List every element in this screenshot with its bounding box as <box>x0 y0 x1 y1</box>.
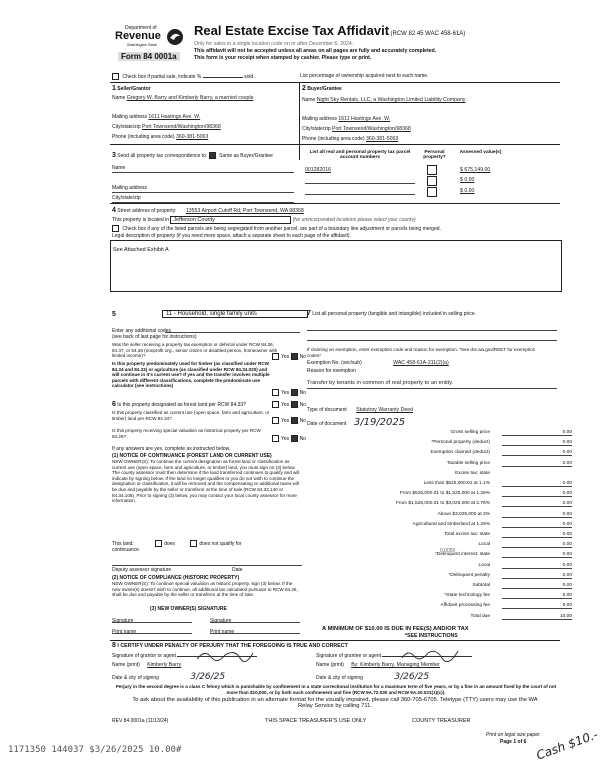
tax-row <box>310 489 580 499</box>
see-instructions: *SEE INSTRUCTIONS <box>405 633 458 639</box>
county-select[interactable]: Jefferson County <box>170 216 291 224</box>
subtitle-3: This form is your receipt when stamped by cashier. Please type or print. <box>194 55 372 61</box>
grantor-date[interactable]: 3/26/25 <box>190 672 226 682</box>
doc-date-row: Date of document 3/19/2025 <box>307 417 406 428</box>
land-qualify-row: This land: does does not qualify for <box>112 540 242 547</box>
exemption-question: Was the seller receiving a property tax exemption or deferral under RCW 84.36, 84.37, or 84.38 (nonprofit org., senior citizen or disabled person, homeowner with limited income)? <box>112 342 278 359</box>
county-treasurer: COUNTY TREASURER <box>412 718 471 724</box>
dept-line1: Department of <box>125 25 157 31</box>
q2-yes-checkbox[interactable] <box>272 389 279 396</box>
parcel-number[interactable]: 001282016 <box>305 167 331 173</box>
grantee-name[interactable]: By: Kimberly Barry, Managing Member <box>351 662 440 668</box>
tax-row-value[interactable]: 0.00 <box>502 563 572 569</box>
segregated-checkbox[interactable] <box>112 225 119 232</box>
q6c-yes-no: Yes No <box>272 435 306 442</box>
recording-stamp: 1171350 144037 $3/26/2025 10.00# <box>8 745 182 755</box>
dept-line3: Washington State <box>127 43 157 47</box>
exemption-no-row: Exemption No. (sec/sub) WAC 458-61A-211(2)(a) <box>307 360 449 366</box>
seller-phone-row: Phone (including area code) 360-381-5063 <box>112 134 209 140</box>
q2-yes-no: Yes No <box>272 389 306 396</box>
tax-row-label: From $1,525,000.01 to $3,025,000 at 2.75% <box>395 501 490 507</box>
seller-name[interactable]: Gregory W. Barry and Kimberly Barry, a married couple <box>126 95 254 101</box>
buyer-mail[interactable]: 1611 Hastings Ave. W. <box>338 116 391 122</box>
timber-question: Is this property predominately used for timber (as classified under RCW 84.34 and 84.33) or agriculture (as classified under RCW 84.34.020) and will continue in it's current use? If yes and the transfer involves multiple parcels with different classifications, complete the predominate use calculator (see instructions) <box>112 361 270 389</box>
s3-name-field[interactable]: Name <box>112 165 294 173</box>
grantor-name-row: Name (print) Kimberly Barry <box>112 662 182 668</box>
does-not-checkbox[interactable] <box>190 540 197 547</box>
subtitle-2: This affidavit will not be accepted unless all areas on all pages are fully and accurately completed. <box>194 48 437 54</box>
tax-row <box>310 571 580 581</box>
tax-row-value[interactable]: 5.00 <box>502 593 572 599</box>
minimum-notice: A MINIMUM OF $10.00 IS DUE IN FEE(S) AND/OR TAX <box>322 626 469 632</box>
tax-row-label: Exemption claimed (deduct) <box>430 450 490 456</box>
seller-phone[interactable]: 360-381-5063 <box>175 134 209 140</box>
tax-row <box>310 510 580 520</box>
print-name-label-1: Print name <box>112 629 137 635</box>
doc-type-row: Type of document Statutory Warranty Deed <box>307 407 414 413</box>
notice3-heading: (3) NEW OWNER(S) SIGNATURE <box>150 606 227 612</box>
tax-row-label: Subtotal <box>472 583 490 588</box>
seller-city[interactable]: Port Townsend/Washington/98368 <box>142 124 221 130</box>
tax-row <box>310 479 580 489</box>
notice2-body: NEW OWNER(S): To continue special valuation as historic property, sign (3) below. If the new owner(s) doesn't wish to continue, all additional tax calculated pursuant to RCW 84.26, shall be due and payable by the seller or transferor at the time of sale. <box>112 581 298 598</box>
seller-mail[interactable]: 1611 Hastings Ave. W. <box>148 114 201 120</box>
county-row: This property is located in Jefferson County (for unincorporated locations please select your county) <box>112 217 416 223</box>
notice1-heading: (1) NOTICE OF CONTINUANCE (FOREST LAND OR CURRENT USE) <box>112 453 272 459</box>
local-rate: 0.0050 <box>440 548 456 554</box>
buyer-name-row: Name Night Sky Rentals, LLC, a Washington Limited Liability Company <box>302 97 466 103</box>
page-number: Page 1 of 6 <box>500 739 527 745</box>
legal-description-box[interactable] <box>110 240 562 292</box>
alt-format-notice: To ask about the availability of this publication in an alternate format for the visually impaired, please call 360-705-6705. Teletype (TTY) users may use the WA Relay Service by calling 711. <box>132 697 538 709</box>
see-back-label: (see back of last page for instructions) <box>112 334 197 340</box>
assessed-value-1[interactable]: $ 675,149.00 <box>460 167 491 173</box>
s3-mail-field[interactable]: Mailing address <box>112 185 294 193</box>
street-address[interactable]: 13553 Airport Cutoff Rd, Port Townsend, WA 98368 <box>185 208 304 214</box>
continuance-label: continuance. <box>112 547 141 553</box>
tax-row-value[interactable]: 0.00 <box>502 512 572 518</box>
tax-row-label: *Delinquent interest: state <box>435 552 490 558</box>
land-use-code[interactable]: 11 - Household, single family units <box>162 310 308 318</box>
buyer-mail-row: Mailing address 1611 Hastings Ave. W. <box>302 116 391 122</box>
exemption-no[interactable]: WAC 458-61A-211(2)(a) <box>393 360 449 366</box>
grantor-name[interactable]: Kimberly Barry <box>147 662 182 668</box>
forest-question: 6 Is this property designated as forest land per RCW 84.33? <box>112 401 246 408</box>
sold-label: sold. <box>244 73 255 80</box>
tax-row-label: Affidavit processing fee <box>440 603 490 609</box>
list-pct-note: List percentage of ownership acquired next to each name. <box>300 73 429 79</box>
rcw-text: (RCW 82.45 WAC 458-61A) <box>390 31 466 37</box>
if-any-yes: If any answers are yes, complete as instructed below. <box>112 446 231 452</box>
assessed-value-2[interactable]: $ 0.00 <box>460 177 475 183</box>
parcel-col-header: List all real and personal property tax parcel account numbers <box>309 150 411 160</box>
q6b-yes-no: Yes No <box>272 417 306 424</box>
treasurer-only: THIS SPACE TREASURER'S USE ONLY <box>265 718 367 724</box>
tax-row-value[interactable]: 0.00 <box>502 461 572 467</box>
grantee-date-row: Date & city of signing 3/26/25 <box>316 672 430 682</box>
tax-row <box>310 469 580 479</box>
q6c-no-checkbox[interactable] <box>291 435 298 442</box>
tax-row <box>310 591 580 601</box>
tax-row-label: From $525,000.01 to $1,525,000 at 1.28% <box>399 491 490 497</box>
grantee-sig-row: Signature of grantee or agent <box>316 653 556 659</box>
tax-row <box>310 520 580 530</box>
tax-row <box>310 561 580 571</box>
seller-mail-row: Mailing address 1611 Hastings Ave. W. <box>112 114 201 120</box>
tax-row-label: Gross selling price <box>450 430 490 435</box>
segregated-row: Check box if any of the listed parcels are being segregated from another parcel, are part of a boundary line adjustment or parcels being merged. <box>112 225 562 232</box>
certify-statement: 8 I CERTIFY UNDER PENALTY OF PERJURY THAT THE FOREGOING IS TRUE AND CORRECT <box>112 642 348 649</box>
partial-sale-row <box>112 73 255 80</box>
section3-correspondence: 3 Send all property tax correspondence to: Same as Buyer/Grantee <box>112 152 273 159</box>
tax-row-label: Local <box>478 542 490 548</box>
q1-yes-checkbox[interactable] <box>272 353 279 360</box>
tax-row-value[interactable]: 0.00 <box>502 440 572 446</box>
current-use-question: Is this property classified as current use (open space, farm and agriculture, or timber) land per RCW 84.34? <box>112 410 270 421</box>
does-checkbox[interactable] <box>155 540 162 547</box>
same-as-buyer-checkbox[interactable] <box>209 152 216 159</box>
cash-note: Cash $10.- <box>534 727 600 763</box>
tax-row-value[interactable]: 0.00 <box>502 532 572 538</box>
exemption-claim-label: If claiming an exemption, enter exemption code and reason for exemption. *See dor.wa.gov/REET for exemption codes* <box>307 347 536 358</box>
seller-city-row: City/state/zip Port Townsend/Washington/98368 <box>112 124 221 130</box>
q6b-yes-checkbox[interactable] <box>272 417 279 424</box>
print-name-label-2: Print name <box>210 629 235 635</box>
q6a-yes-no: Yes No <box>272 401 306 408</box>
legal-description: See Attached Exhibit A <box>113 247 169 253</box>
q6b-no-checkbox[interactable] <box>291 417 298 424</box>
personal-prop-box-1[interactable] <box>427 165 437 175</box>
tax-row-value[interactable]: 10.00 <box>502 614 572 620</box>
dept-line2: Revenue <box>115 30 161 42</box>
tax-row-value[interactable]: 5.00 <box>502 603 572 609</box>
section7-label: 7 List all personal property (tangible and intangible) included in selling price. <box>307 310 477 317</box>
doc-date[interactable]: 3/19/2025 <box>353 417 406 428</box>
q2-no-checkbox[interactable] <box>291 389 298 396</box>
q6a-yes-checkbox[interactable] <box>272 401 279 408</box>
partial-sale-label: Check box if partial sale, indicate % <box>122 73 202 80</box>
assessed-col-header: Assessed value(s) <box>459 150 502 155</box>
personal-prop-box-3[interactable] <box>427 187 437 197</box>
tax-row <box>310 428 580 438</box>
buyer-city[interactable]: Port Townsend/Washington/98368 <box>332 126 411 132</box>
tax-row <box>310 448 580 458</box>
s3-city-field[interactable]: City/state/zip <box>112 195 294 203</box>
q6c-yes-checkbox[interactable] <box>272 435 279 442</box>
buyer-phone[interactable]: 360-381-5063 <box>365 136 399 142</box>
subtitle-1: Only for sales in a single location code on or after December 6, 2024. <box>194 41 354 47</box>
tax-row-label: *Personal property (deduct) <box>431 440 490 446</box>
buyer-heading: 2 Buyer/Grantee <box>302 85 342 92</box>
tax-row <box>310 530 580 540</box>
tax-row-value[interactable]: 0.00 <box>502 450 572 456</box>
deputy-sig-label: Deputy assessor signature <box>112 567 172 573</box>
tax-row-label: *State technology fee <box>444 593 490 599</box>
buyer-name[interactable]: Night Sky Rentals, LLC, a Washington Limited Liability Company <box>316 97 466 103</box>
grantor-signature <box>195 647 255 663</box>
grantor-date-row: Date & city of signing 3/26/25 <box>112 672 226 682</box>
historic-question: Is this property receiving special valuation as historical property per RCW 84.26? <box>112 428 261 439</box>
legal-label: Legal description of property (if you need more space, attach a separate sheet to each page of the affidavit). <box>112 233 351 239</box>
section5-number: 5 <box>112 311 116 318</box>
partial-sale-checkbox[interactable] <box>112 73 119 80</box>
q6a-no-checkbox[interactable] <box>291 401 298 408</box>
tax-row <box>310 438 580 448</box>
tax-row-label: Local <box>478 562 490 568</box>
seller-name-row: Name Gregory W. Barry and Kimberly Barry, a married couple <box>112 95 254 101</box>
buyer-phone-row: Phone (including area code) 360-381-5063 <box>302 136 399 142</box>
tax-row-value[interactable]: 0.00 <box>502 552 572 558</box>
tax-row-value[interactable]: 0.00 <box>502 542 572 548</box>
grantee-signature <box>400 646 460 662</box>
tax-row <box>310 581 580 591</box>
buyer-city-row: City/state/zip Port Townsend/Washington/98368 <box>302 126 411 132</box>
tax-row-label: Total due <box>470 613 490 619</box>
tax-row-value[interactable]: 0.00 <box>502 481 572 487</box>
tax-row-label: Agricultural and timberland at 1.28% <box>412 521 490 527</box>
personal-prop-box-2[interactable] <box>427 176 437 186</box>
assessed-value-3[interactable]: $ 0.00 <box>460 188 475 194</box>
deputy-date-label: Date <box>232 567 243 573</box>
tax-row-value[interactable]: 0.00 <box>502 573 572 579</box>
reason-label: Reason for exemption <box>307 368 356 374</box>
enter-codes-label: Enter any additional codes <box>112 328 171 334</box>
tax-row-value[interactable]: 0.00 <box>502 522 572 528</box>
tax-row-label: Less than $525,000.01 at 1.1% <box>423 481 490 486</box>
street-row: 4 Street address of property: 13553 Airport Cutoff Rd, Port Townsend, WA 98368 <box>112 207 304 214</box>
tax-row-value[interactable]: 0.00 <box>502 430 572 436</box>
tax-row <box>310 459 580 469</box>
tax-row-label: Total excise tax: state <box>444 532 490 537</box>
notice1-body: NEW OWNER(S): To continue the current designation as forest land or classification as current use (open space, farm and agriculture, or timber) land, you must sign on (3) below. The county assessor must then determine if the land transferred continues to qualify and will indicate by signing below. If the land no longer qualifies or you do not wish to continue the designation or classification, it will be removed and the compensating or additional taxes will be due and payable by the seller or transferor at the time of sale (RCW 84.33.140 or 84.34.108). Prior to signing (3) below, you may contact your local county assessor for more information. <box>112 459 300 504</box>
tax-row-label: Taxable selling price <box>446 460 490 466</box>
tax-row <box>310 499 580 509</box>
tax-row-label: Excise tax: state <box>455 470 490 476</box>
tax-row-label: *Delinquent penalty <box>448 572 490 578</box>
form-title <box>194 23 554 38</box>
grantee-date[interactable]: 3/26/25 <box>394 672 430 682</box>
tax-row-value[interactable]: 0.00 <box>502 583 572 589</box>
personal-col-header: Personal property? <box>423 150 446 160</box>
seller-heading: 1 Seller/Grantor <box>112 85 151 92</box>
tax-row <box>310 601 580 611</box>
form-number: Form 84 0001a <box>118 52 180 61</box>
legal-paper-note: Print on legal size paper. <box>486 732 541 738</box>
perjury-notice: Perjury in the second degree is a class C felony which is punishable by confinement in a state correctional institution for a maximum term of five years, or by a fine in an amount fixed by the court of not more than $10,000, or by both such confinement and fine (RCW 9A.72.030 and RCW 9A.20.021(1)(c)). <box>115 684 557 695</box>
exemption-reason[interactable]: Transfer by tenants in common of real property to an entity. <box>307 380 454 386</box>
rev-number: REV 84 0001a (11/13/24) <box>112 718 169 724</box>
tax-row-label: Above $3,025,000 at 3% <box>437 511 490 517</box>
title-text: Real Estate Excise Tax Affidavit <box>194 23 390 38</box>
sig-label-1: Signature <box>112 618 134 624</box>
grantor-sig-row: Signature of grantor or agent <box>112 653 302 659</box>
tax-row-value[interactable]: 0.00 <box>502 491 572 497</box>
dor-swirl-icon <box>166 28 184 46</box>
grantee-name-row: Name (print) By: Kimberly Barry, Managing Member <box>316 662 440 668</box>
tax-row-value[interactable]: 0.00 <box>502 501 572 507</box>
tax-row <box>310 612 580 622</box>
sig-label-2: Signature <box>210 618 232 624</box>
notice2-heading: (2) NOTICE OF COMPLIANCE (HISTORIC PROPERTY) <box>112 575 240 581</box>
doc-type[interactable]: Statutory Warranty Deed <box>356 407 414 413</box>
q1-yes-no: Yes No <box>272 353 306 360</box>
q1-no-checkbox[interactable] <box>291 353 298 360</box>
